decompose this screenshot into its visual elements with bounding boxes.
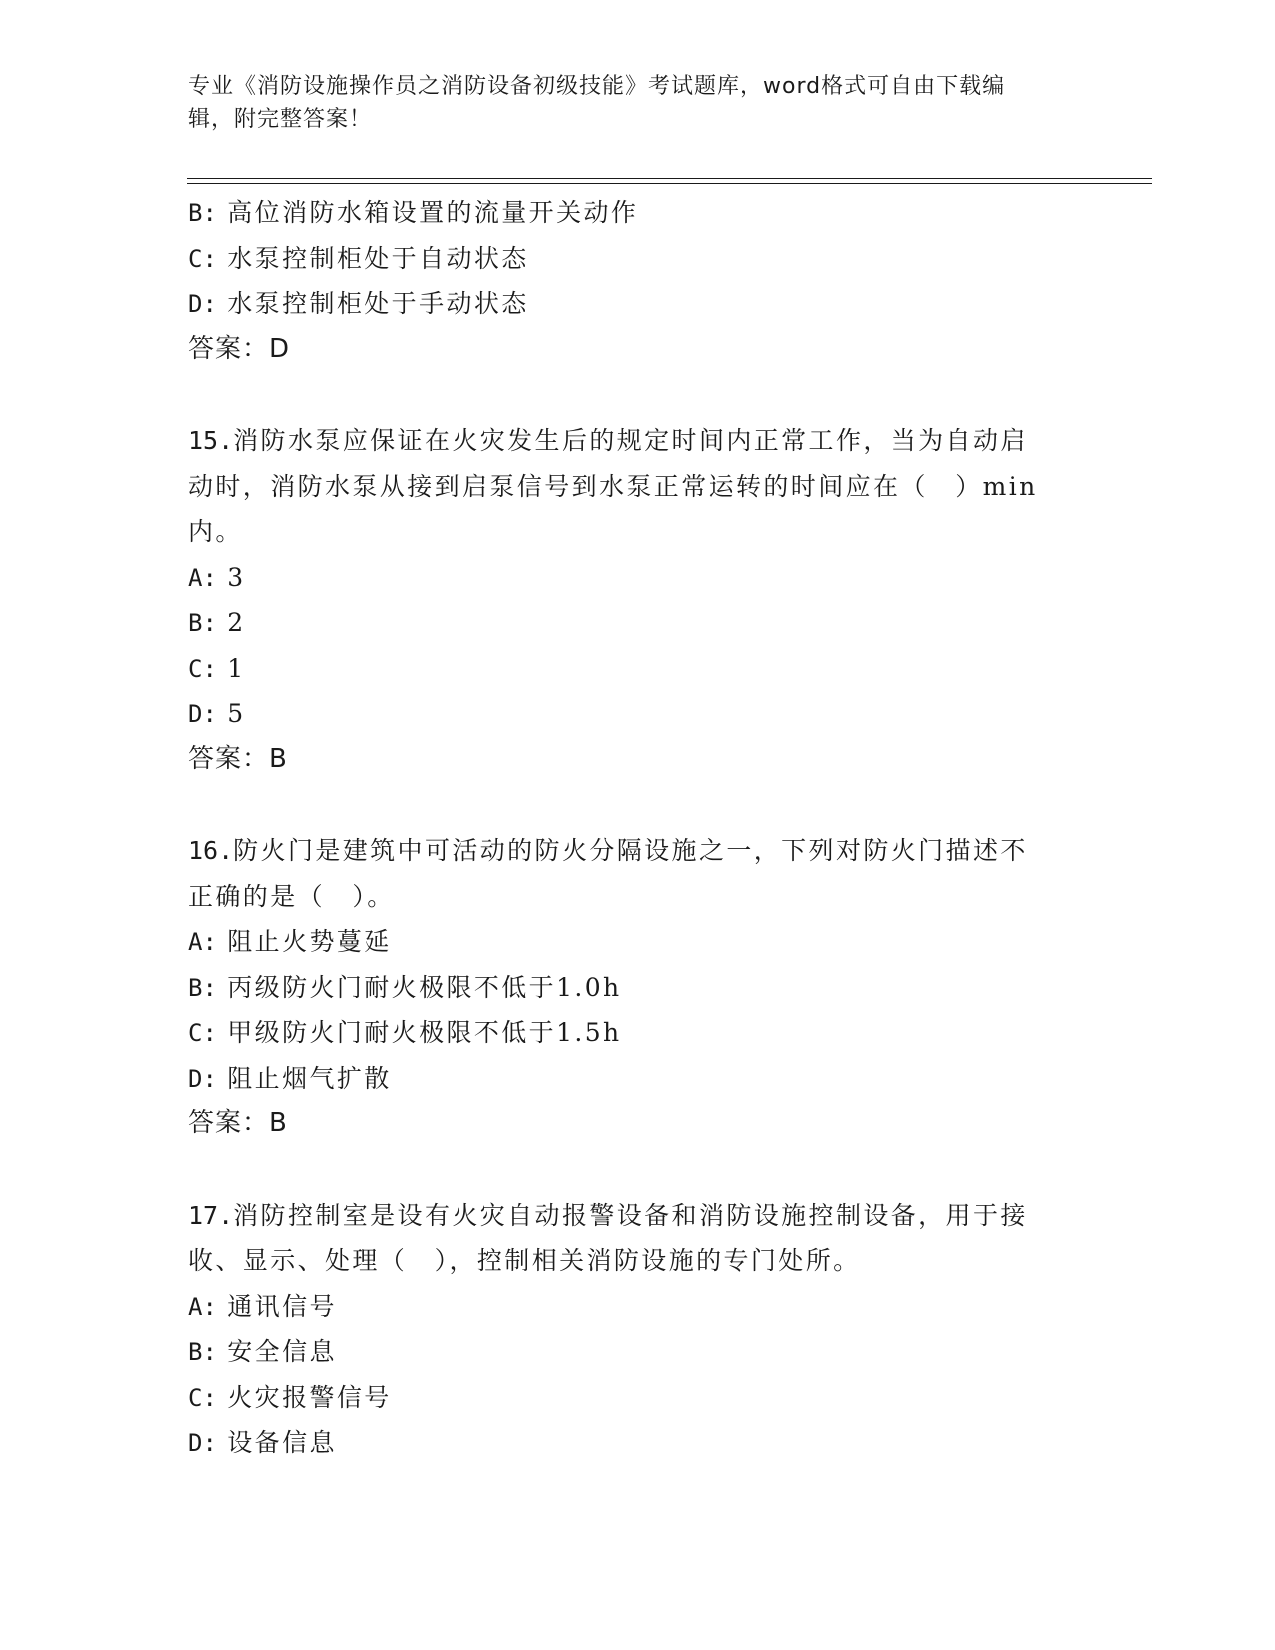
option-d: [188, 1056, 1088, 1102]
question-stem-line: 动时，消防水泵从接到启泵信号到水泵正常运转的时间应在（ ）min: [188, 471, 1038, 501]
option-text: 水泵控制柜处于自动状态: [227, 243, 529, 273]
header-line-2: 辑，附完整答案！: [188, 107, 373, 132]
question-number: 17.: [188, 1200, 234, 1230]
option-letter: D:: [188, 700, 217, 728]
option-text: 阻止火势蔓延: [227, 927, 392, 956]
option-letter: D:: [188, 1064, 217, 1093]
question-stem-text: 消防控制室是设有火灾自动报警设备和消防设施控制设备，用于接: [233, 1200, 1028, 1230]
question-14-continuation: [188, 190, 1088, 372]
option-letter: B:: [188, 973, 217, 1002]
question-stem-line: 正确的是（ ）。: [188, 881, 395, 911]
option-text: 丙级防火门耐火极限不低于1.0h: [227, 972, 622, 1002]
option-b: [188, 600, 1088, 646]
option-letter: C:: [188, 654, 217, 683]
option-text: 火灾报警信号: [227, 1382, 392, 1412]
option-letter: C:: [188, 1383, 217, 1412]
question-number: 15.: [188, 426, 234, 455]
option-d: [188, 1420, 1088, 1466]
option-d: [188, 281, 1088, 327]
option-letter: D:: [188, 290, 217, 318]
header-line-1: 专业《消防设施操作员之消防设备初级技能》考试题库，word格式可自由下载编: [188, 74, 1006, 99]
option-letter: A:: [188, 1292, 217, 1321]
option-letter: B:: [188, 609, 217, 637]
option-letter: B:: [188, 1338, 217, 1366]
question-stem-text: 防火门是建筑中可活动的防火分隔设施之一，下列对防火门描述不: [233, 836, 1028, 865]
option-text: 通讯信号: [227, 1291, 337, 1321]
question-stem-line: 收、显示、处理（ ），控制相关消防设施的专门处所。: [188, 1246, 861, 1275]
option-letter: C:: [188, 244, 217, 273]
answer: 答案：B: [188, 1108, 288, 1138]
question-stem-line: 内。: [188, 517, 243, 546]
option-letter: A:: [188, 928, 217, 956]
option-text: 水泵控制柜处于手动状态: [227, 289, 529, 318]
question-16: [188, 828, 1088, 1147]
option-text: 甲级防火门耐火极限不低于1.5h: [227, 1018, 622, 1047]
question-15: [188, 418, 1088, 782]
option-a: [188, 1284, 1088, 1330]
question-17: [188, 1193, 1088, 1466]
document-header: [188, 70, 1068, 136]
header-rule-bottom: [187, 183, 1152, 184]
option-letter: B:: [188, 199, 217, 227]
question-stem-text: 消防水泵应保证在火灾发生后的规定时间内正常工作，当为自动启: [233, 426, 1028, 455]
question-list: [188, 190, 1088, 1466]
option-letter: D:: [188, 1429, 217, 1457]
question-stem-line: [188, 828, 1088, 874]
option-text: 1: [227, 653, 246, 683]
option-text: 设备信息: [227, 1428, 337, 1457]
option-d: [188, 691, 1088, 737]
option-c: [188, 1010, 1088, 1056]
option-b: [188, 190, 1088, 236]
option-text: 阻止烟气扩散: [227, 1063, 392, 1093]
answer: 答案：B: [188, 743, 288, 774]
option-text: 安全信息: [227, 1337, 337, 1366]
option-c: [188, 1375, 1088, 1421]
option-b: [188, 1329, 1088, 1375]
header-rule-top: [187, 178, 1152, 179]
question-stem-line: [188, 418, 1088, 464]
option-letter: C:: [188, 1019, 217, 1047]
option-text: 3: [227, 562, 246, 592]
option-text: 2: [227, 608, 246, 637]
option-text: 高位消防水箱设置的流量开关动作: [227, 198, 639, 227]
question-stem-line: [188, 1193, 1088, 1239]
option-b: [188, 965, 1088, 1011]
option-letter: A:: [188, 563, 217, 592]
option-a: [188, 555, 1088, 601]
option-a: [188, 919, 1088, 965]
option-text: 5: [227, 699, 246, 728]
answer: 答案：D: [188, 333, 291, 364]
option-c: [188, 236, 1088, 282]
question-number: 16.: [188, 836, 234, 865]
option-c: [188, 646, 1088, 692]
